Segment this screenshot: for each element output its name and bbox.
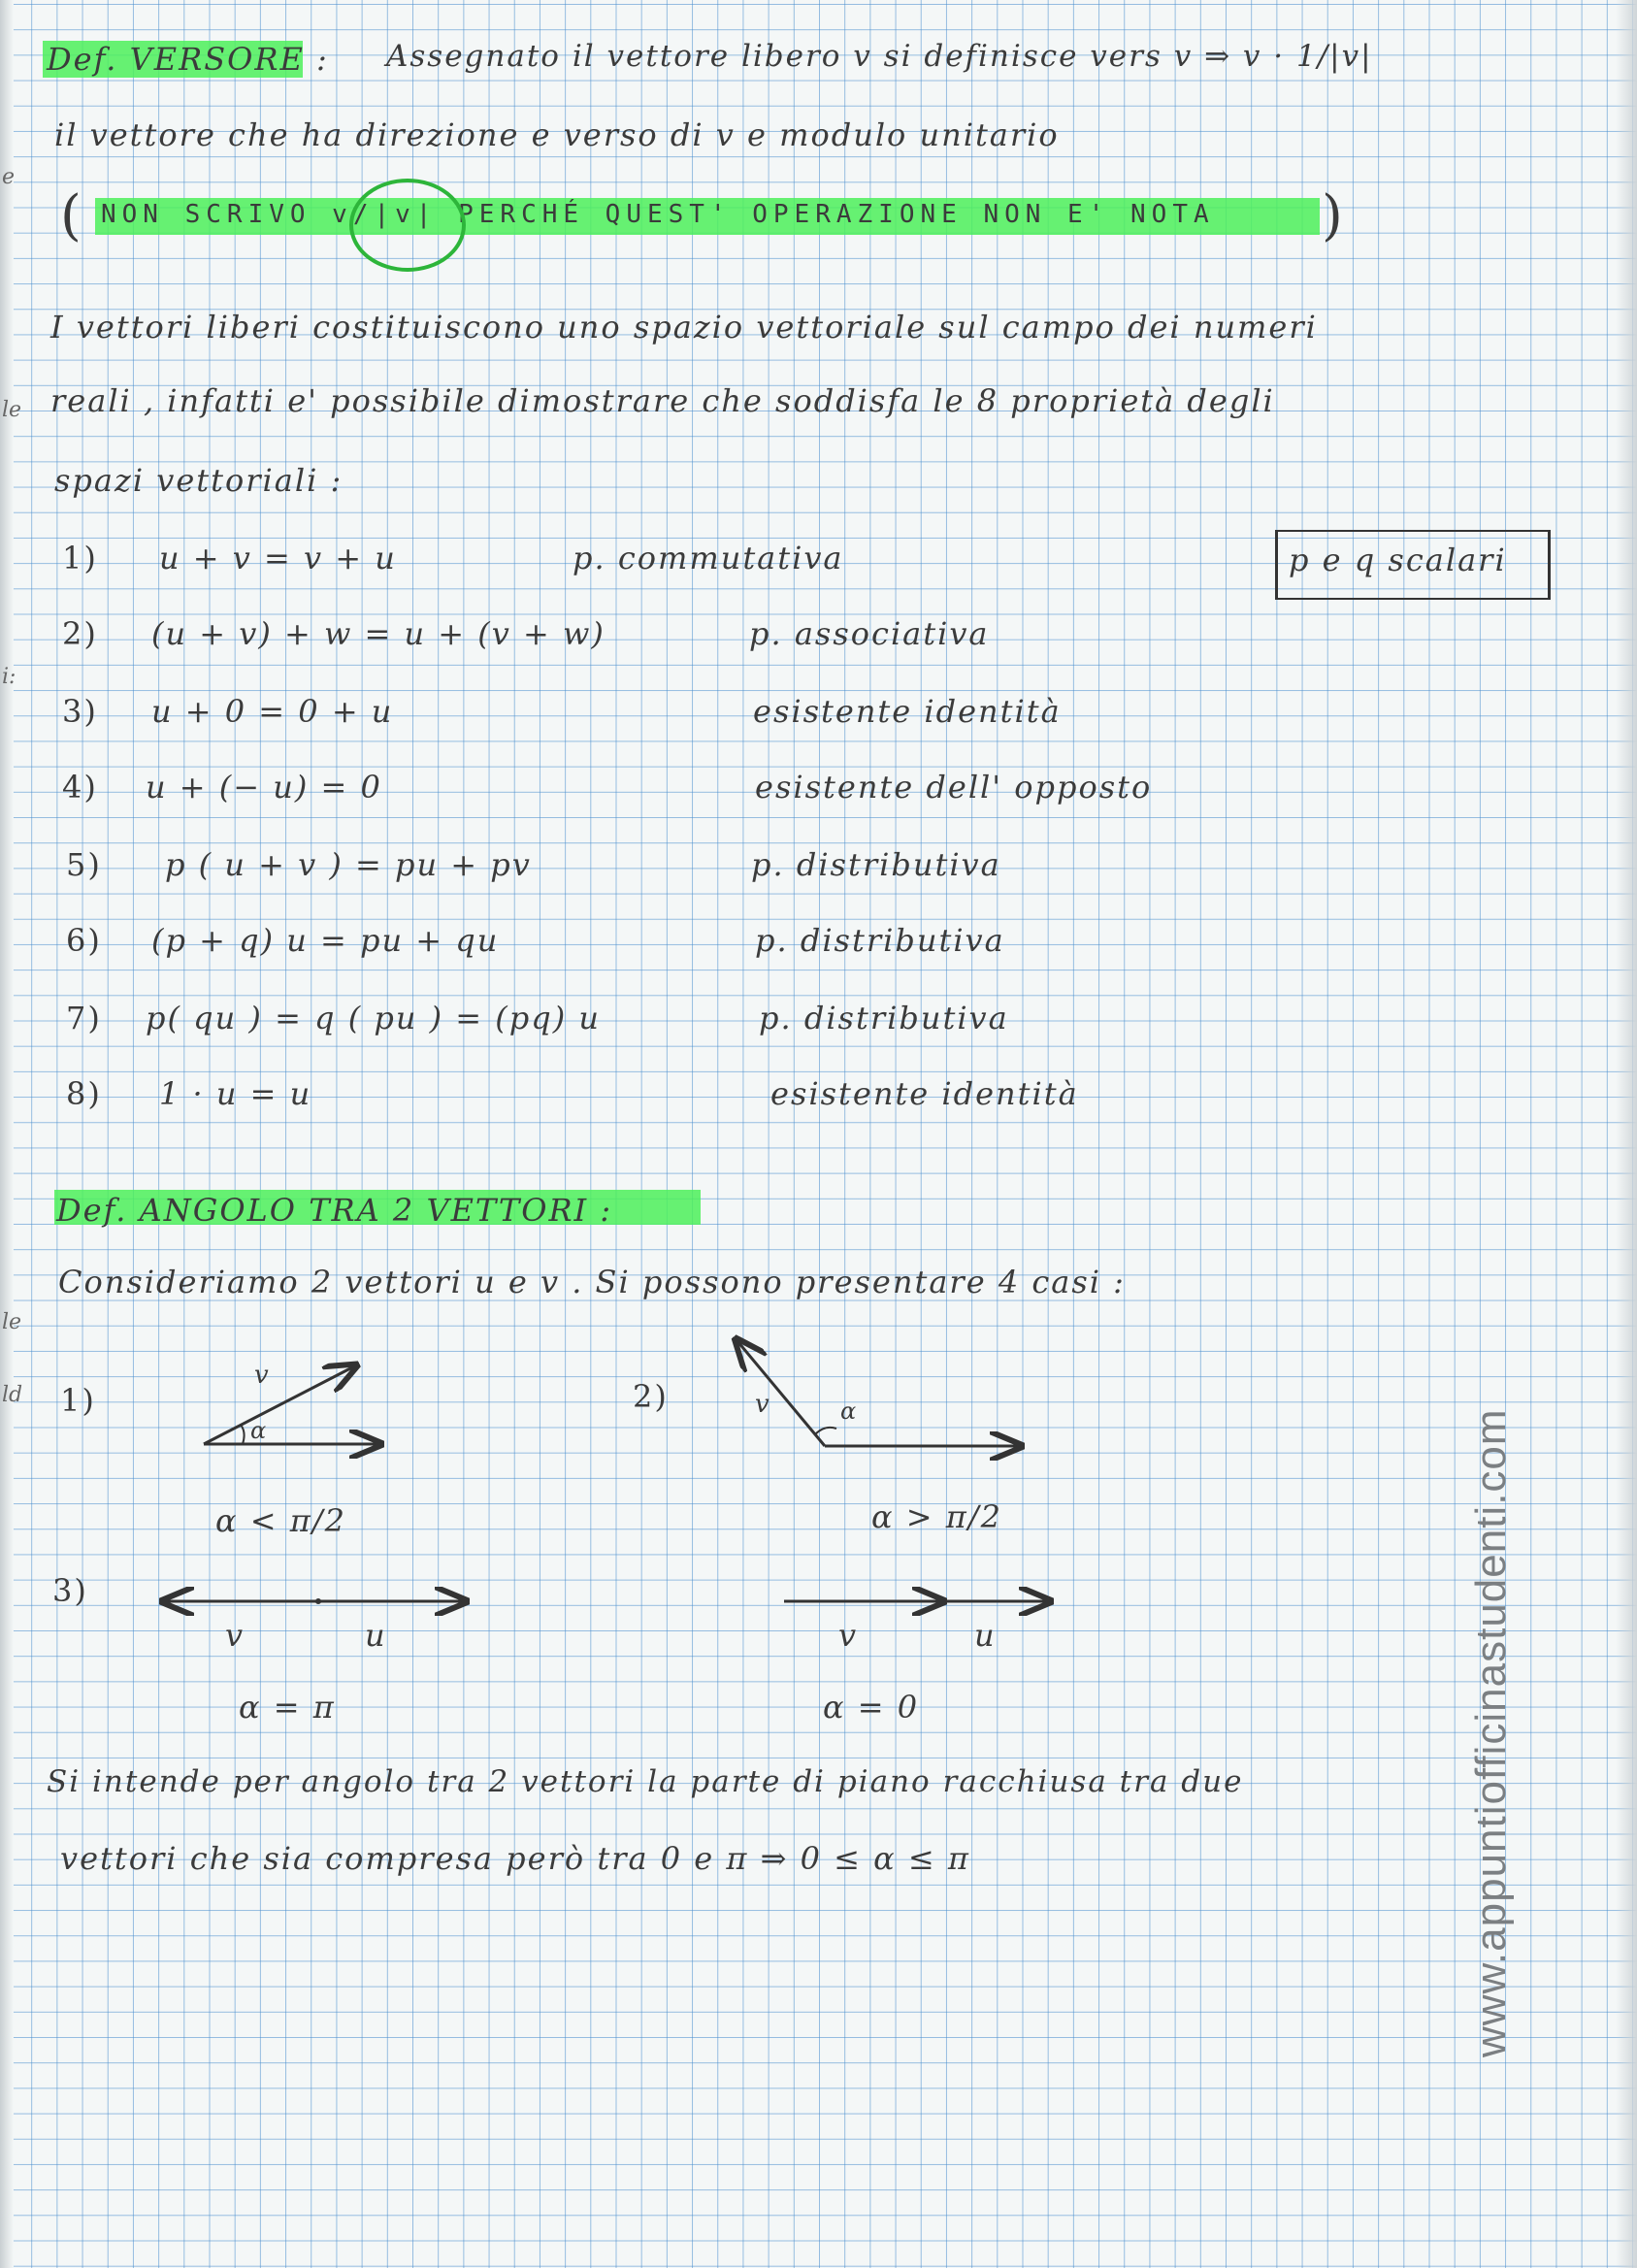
property-number: 7) (66, 1000, 102, 1036)
scalars-box-text: p e q scalari (1289, 542, 1507, 578)
property-name: p. distributiva (755, 922, 1005, 959)
property-name: p. distributiva (751, 846, 1001, 883)
case1-diagram (194, 1339, 408, 1456)
page-margin (0, 0, 14, 2268)
intro-line2: reali , infatti e' possibile dimostrare che soddisfa le 8 proprietà degli (50, 382, 1275, 419)
case1-alpha-label: α (250, 1417, 269, 1444)
property-name: esistente identità (753, 693, 1062, 730)
case3-condition: α = π (239, 1689, 336, 1726)
edge-mark: i: (2, 665, 16, 689)
property-name: p. distributiva (759, 1000, 1009, 1036)
edge-mark: ld (2, 1383, 23, 1407)
angolo-conclusion-line1: Si intende per angolo tra 2 vettori la parte di piano racchiusa tra due (47, 1764, 1244, 1799)
property-formula: 1 · u = u (159, 1075, 312, 1112)
case4-diagram (776, 1582, 1058, 1621)
vector-v-arrow (204, 1366, 354, 1444)
property-number: 6) (66, 922, 102, 959)
case2-number: 2) (633, 1378, 669, 1415)
versore-text-line2: il vettore che ha direzione e verso di v e modulo unitario (54, 116, 1060, 153)
property-name: esistente identità (770, 1075, 1079, 1112)
watermark: www.appuntiofficinastudenti.com (1467, 1408, 1515, 2057)
property-number: 8) (66, 1075, 102, 1112)
intro-line3: spazi vettoriali : (54, 462, 344, 499)
case4-v-label: v (838, 1617, 859, 1654)
intro-line1: I vettori liberi costituiscono uno spazio vettoriale sul campo dei numeri (50, 309, 1318, 345)
angolo-conclusion-line2: vettori che sia compresa però tra 0 e π ⇒ 0 ≤ α ≤ π (60, 1840, 970, 1877)
case1-number: 1) (60, 1382, 96, 1419)
property-formula: (p + q) u = pu + qu (151, 922, 500, 959)
property-formula: u + 0 = 0 + u (151, 693, 394, 730)
case3-number: 3) (52, 1572, 88, 1609)
case3-v-label: v (225, 1617, 246, 1654)
angolo-intro: Consideriamo 2 vettori u e v . Si possono presentare 4 casi : (58, 1264, 1126, 1300)
note-paren-close: ) (1322, 184, 1345, 247)
property-name: p. associativa (749, 615, 990, 652)
circled-fraction-mark (345, 177, 470, 274)
case2-diagram (728, 1330, 1029, 1456)
property-formula: p( qu ) = q ( pu ) = (pq) u (146, 1000, 601, 1036)
case4-condition: α = 0 (823, 1689, 920, 1726)
case3-u-label: u (365, 1617, 387, 1654)
property-formula: p ( u + v ) = pu + pv (165, 846, 532, 883)
case4-u-label: u (974, 1617, 997, 1654)
versore-text-line1: Assegnato il vettore libero v si definisce vers v ⇒ v · 1/|v| (386, 39, 1373, 74)
edge-mark: e (2, 165, 16, 189)
property-number: 5) (66, 846, 102, 883)
versore-note: NON SCRIVO v/|v| PERCHÉ QUEST' OPERAZIONE NON E' NOTA (101, 200, 1215, 229)
property-number: 2) (62, 615, 98, 652)
angolo-label: Def. ANGOLO TRA 2 VETTORI : (56, 1192, 613, 1229)
property-name: esistente dell' opposto (755, 769, 1153, 805)
vector-v-arrow (737, 1341, 825, 1446)
case2-v-label: v (755, 1390, 771, 1419)
case1-v-label: v (254, 1361, 271, 1390)
property-formula: u + v = v + u (159, 540, 397, 576)
property-number: 4) (62, 769, 98, 805)
note-paren-open: ( (60, 184, 83, 247)
property-name: p. commutativa (573, 540, 844, 576)
case2-alpha-label: α (840, 1397, 859, 1425)
property-formula: u + (− u) = 0 (146, 769, 382, 805)
property-number: 3) (62, 693, 98, 730)
versore-label: Def. VERSORE : (47, 41, 329, 78)
case1-condition: α < π/2 (215, 1502, 346, 1539)
page-edge-shadow (1616, 0, 1637, 2268)
case3-diagram (155, 1582, 475, 1621)
edge-mark: le (2, 1310, 22, 1334)
property-formula: (u + v) + w = u + (v + w) (151, 615, 606, 652)
edge-mark: le (2, 398, 22, 422)
case2-condition: α > π/2 (871, 1498, 1002, 1535)
property-number: 1) (62, 540, 98, 576)
